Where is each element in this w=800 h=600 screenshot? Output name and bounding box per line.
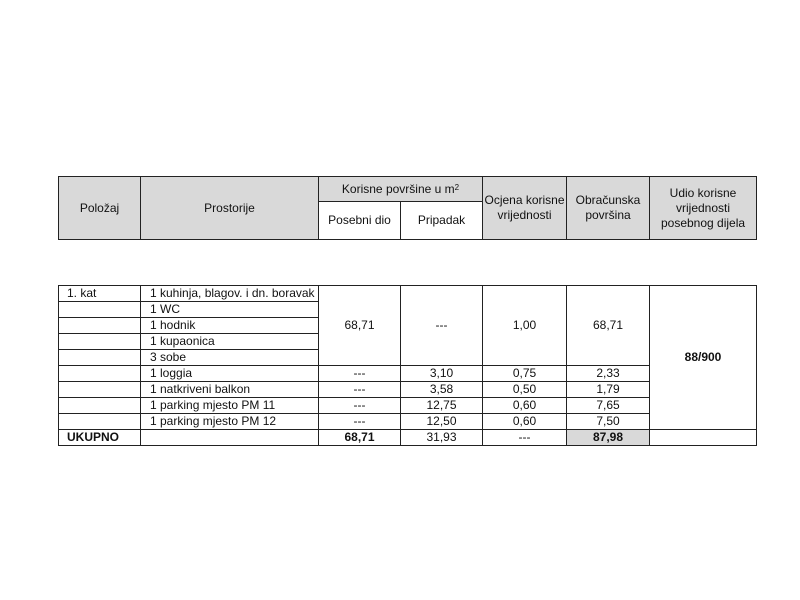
posebni-dio-cell: ---: [319, 366, 401, 382]
ocjena-cell: 0,60: [483, 398, 567, 414]
ocjena-cell: 0,50: [483, 382, 567, 398]
header-prostorije: Prostorije: [141, 177, 319, 240]
total-label: UKUPNO: [59, 430, 141, 446]
pripadak-cell: 12,75: [401, 398, 483, 414]
room-name: 1 parking mjesto PM 12: [141, 414, 319, 430]
empty-cell: [59, 366, 141, 382]
ocjena-cell: 0,60: [483, 414, 567, 430]
floor-label: 1. kat: [59, 286, 141, 302]
header-korisne-povrsine-sup: 2: [454, 182, 460, 192]
empty-cell: [59, 318, 141, 334]
room-name: 1 WC: [141, 302, 319, 318]
room-name: 1 kupaonica: [141, 334, 319, 350]
empty-cell: [59, 398, 141, 414]
pripadak-cell: 3,58: [401, 382, 483, 398]
room-name: 1 natkriveni balkon: [141, 382, 319, 398]
empty-cell: [59, 334, 141, 350]
empty-cell: [141, 430, 319, 446]
udio-value: 88/900: [650, 286, 757, 430]
main-posebni-dio: 68,71: [319, 286, 401, 366]
empty-cell: [59, 350, 141, 366]
main-pripadak: ---: [401, 286, 483, 366]
table-row: [59, 286, 757, 302]
total-ocjena: ---: [483, 430, 567, 446]
main-ocjena: 1,00: [483, 286, 567, 366]
header-obracunska: Obračunska površina: [567, 177, 650, 240]
obracunska-cell: 1,79: [567, 382, 650, 398]
header-posebni-dio: Posebni dio: [319, 202, 401, 240]
pripadak-cell: 12,50: [401, 414, 483, 430]
obracunska-cell: 7,50: [567, 414, 650, 430]
obracunska-cell: 7,65: [567, 398, 650, 414]
header-table: [58, 176, 757, 240]
empty-cell: [59, 382, 141, 398]
room-name: 1 kuhinja, blagov. i dn. boravak: [141, 286, 319, 302]
total-obracunska: 87,98: [567, 430, 650, 446]
room-name: 3 sobe: [141, 350, 319, 366]
header-pripadak: Pripadak: [401, 202, 483, 240]
total-posebni-dio: 68,71: [319, 430, 401, 446]
empty-cell: [650, 430, 757, 446]
posebni-dio-cell: ---: [319, 382, 401, 398]
header-korisne-povrsine: [319, 177, 483, 202]
empty-cell: [59, 302, 141, 318]
header-polozaj: Položaj: [59, 177, 141, 240]
total-row: [59, 430, 757, 446]
obracunska-cell: 2,33: [567, 366, 650, 382]
header-ocjena: Ocjena korisne vrijednosti: [483, 177, 567, 240]
ocjena-cell: 0,75: [483, 366, 567, 382]
header-korisne-povrsine-text: Korisne površine u m: [341, 181, 455, 196]
total-pripadak: 31,93: [401, 430, 483, 446]
room-name: 1 hodnik: [141, 318, 319, 334]
posebni-dio-cell: ---: [319, 414, 401, 430]
header-udio: Udio korisne vrijednosti posebnog dijela: [650, 177, 757, 240]
posebni-dio-cell: ---: [319, 398, 401, 414]
empty-cell: [59, 414, 141, 430]
pripadak-cell: 3,10: [401, 366, 483, 382]
room-name: 1 loggia: [141, 366, 319, 382]
data-table: [58, 285, 757, 446]
room-name: 1 parking mjesto PM 11: [141, 398, 319, 414]
main-obracunska: 68,71: [567, 286, 650, 366]
